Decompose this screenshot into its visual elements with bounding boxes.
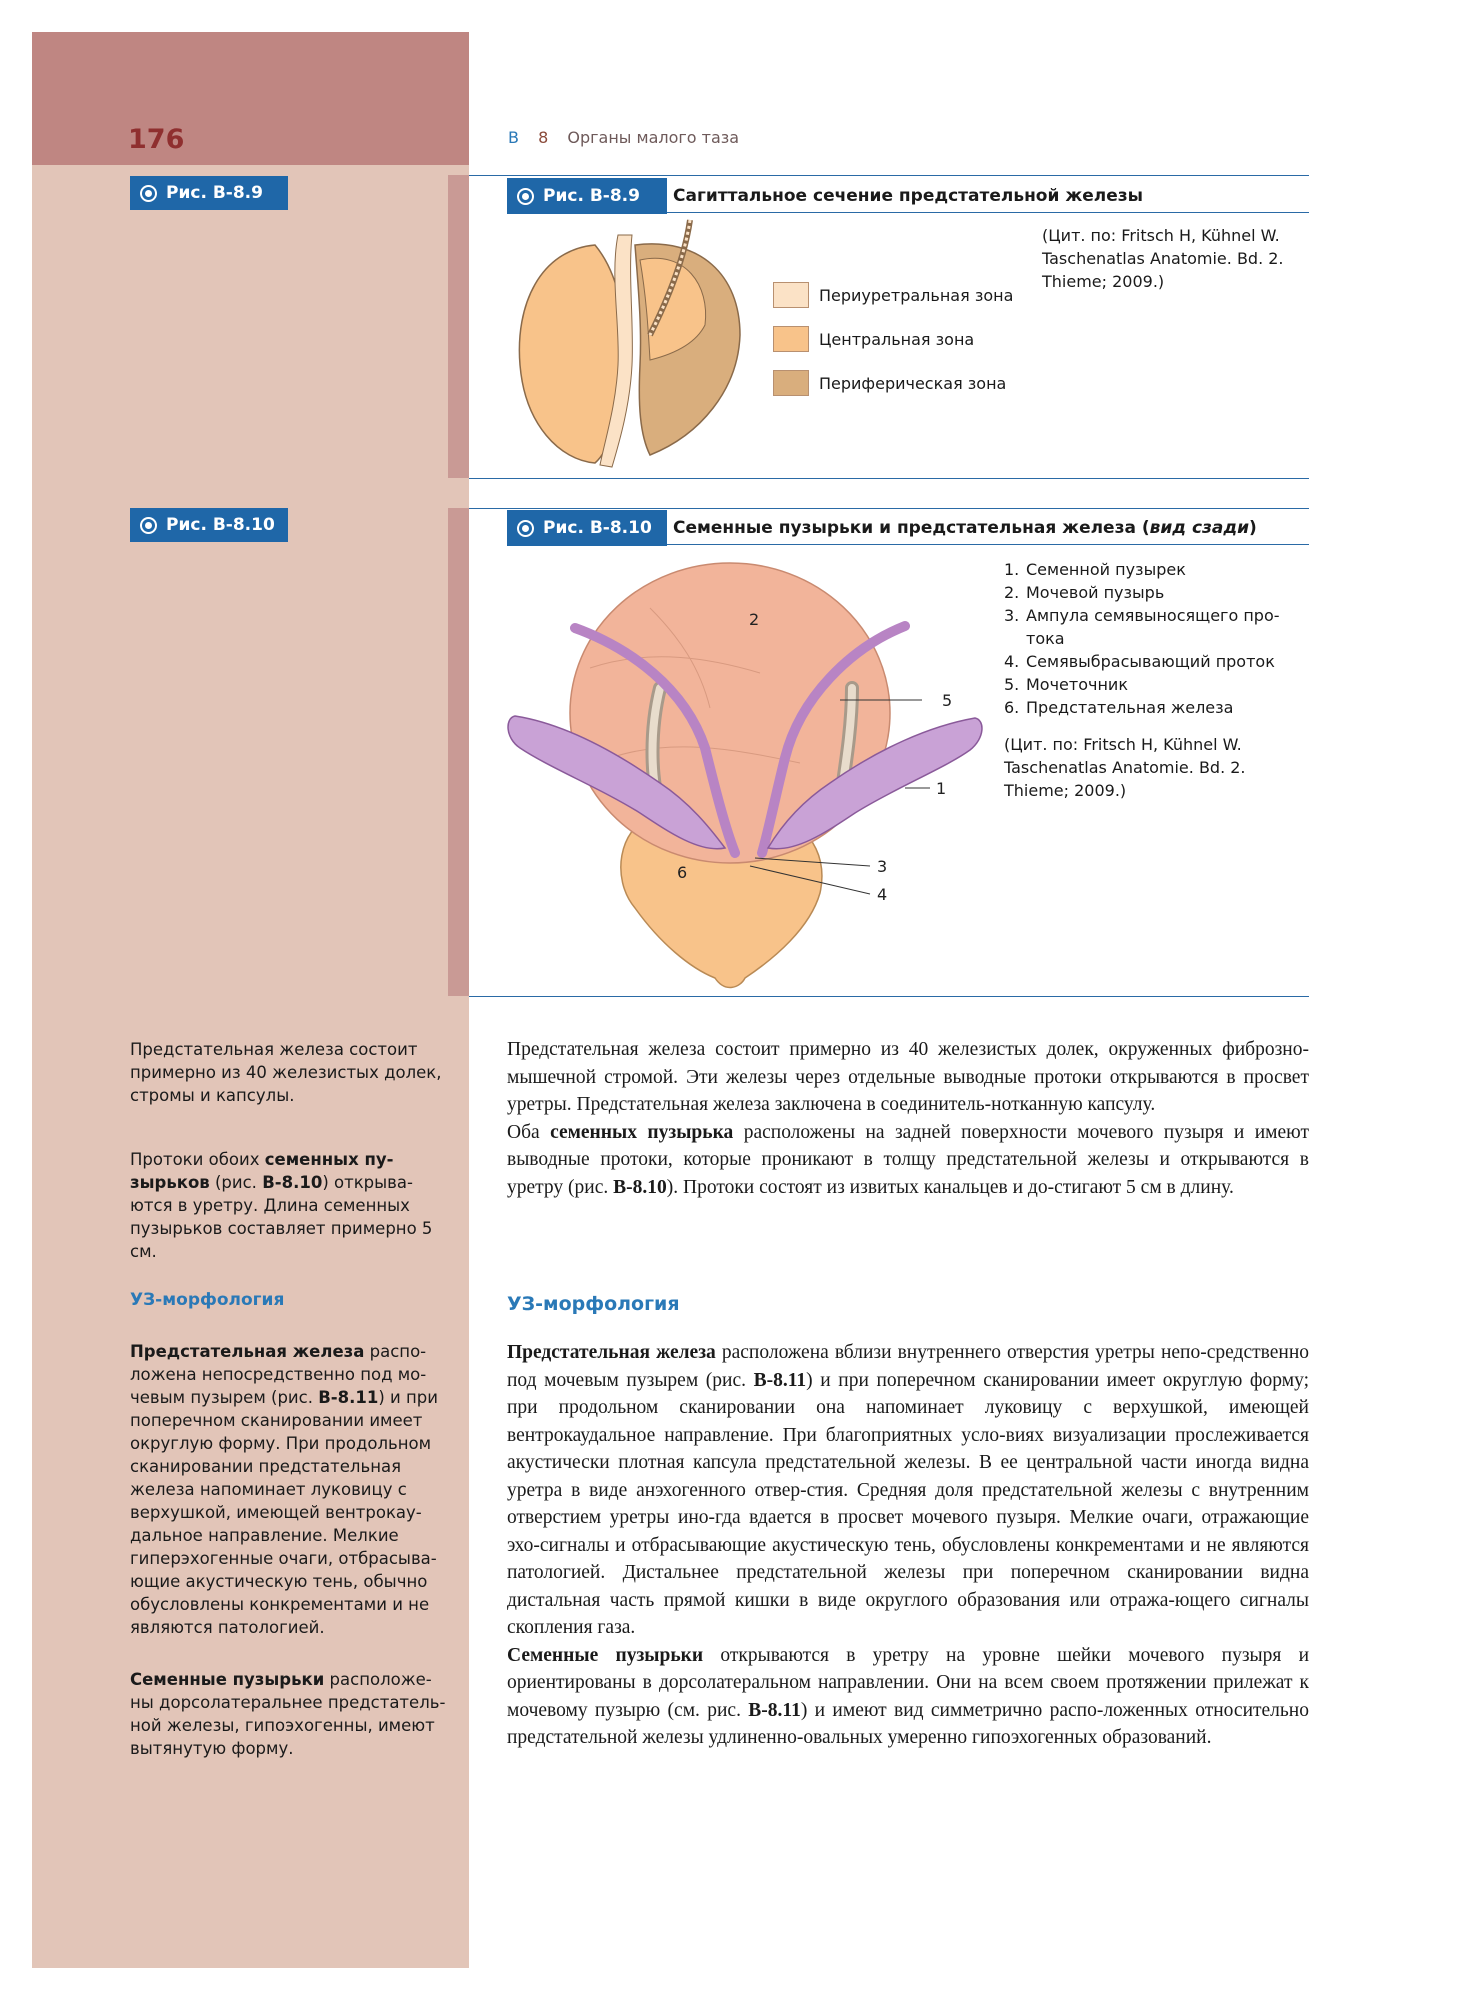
- sidebar-note-4: Семенные пузырьки расположе-ны дорсолатеральнее предстатель-ной железы, гипоэхогенны, имеют вытянутую форму.: [130, 1670, 446, 1758]
- sidebar-note-2: Протоки обоих семенных пу-зырьков (рис. B-8.10) открыва-ются в уретру. Длина семенных пузырьков составляет примерно 5 см.: [130, 1150, 433, 1261]
- figure-2-side-tag[interactable]: Рис. B-8.10: [130, 508, 288, 542]
- list-item: 4. Семявыбрасывающий проток: [1004, 652, 1275, 671]
- figure-1-caption: Сагиттальное сечение предстательной железы: [673, 186, 1143, 206]
- figure-2-key-list: [1004, 558, 1304, 719]
- seminal-vesicles-illustration: [500, 548, 990, 993]
- page-number: 176: [128, 124, 185, 155]
- figure-1-header: [507, 178, 1309, 214]
- section-letter: B: [508, 128, 519, 147]
- target-icon: [517, 188, 534, 205]
- list-item: 3. Ампула семявыносящего про-тока: [1004, 606, 1280, 648]
- figure-2-caption: Семенные пузырьки и предстательная железа (вид сзади): [673, 518, 1257, 538]
- legend-item: Периферическая зона: [773, 370, 1006, 396]
- target-icon: [140, 185, 157, 202]
- sidebar-header-band: [32, 32, 469, 165]
- list-item: 6. Предстательная железа: [1004, 698, 1234, 717]
- list-item: 1. Семенной пузырек: [1004, 560, 1186, 579]
- label-1: 1: [936, 779, 947, 798]
- legend-item: Центральная зона: [773, 326, 974, 352]
- figure-2-citation: (Цит. по: Fritsch H, Kühnel W. Taschenatlas Anatomie. Bd. 2. Thieme; 2009.): [1004, 735, 1246, 800]
- figure-1-caption-rule: [667, 212, 1309, 213]
- label-5: 5: [942, 691, 953, 710]
- target-icon: [140, 517, 157, 534]
- sidebar-note-1: Предстательная железа состоит примерно из 40 железистых долек, стромы и капсулы.: [130, 1040, 442, 1105]
- figure-1-tag[interactable]: Рис. B-8.9: [507, 178, 667, 214]
- list-item: 2. Мочевой пузырь: [1004, 583, 1165, 602]
- figure-1-bottom-rule: [469, 478, 1309, 479]
- section-heading: УЗ-морфология: [507, 1293, 680, 1315]
- label-3: 3: [877, 857, 888, 876]
- paragraph: Предстательная железа расположена вблизи внутреннего отверстия уретры непо-средственно под мочевым пузырем (рис. B-8.11) и при поперечном сканировании имеет округлую форму; при продольном сканировании она напоминает луковицу с верхушкой, имеющей вентрокаудальное направление. При благоприятных усло-виях визуализации прослеживается акустически плотная капсула предстательной железы. В ее центральной части иногда видна уретра в виде анэхогенного отвер-стия. Средняя доля предстательной железы с внутренним отверстием уретры ино-гда вдается в просвет мочевого пузыря. Мелкие очаги, отражающие эхо-сигналы и отбрасывающие акустическую тень, обусловлены конкрементами и не являются патологией. Дистальнее предстательной железы при поперечном сканировании видна дистальная часть прямой кишки в виде округлого образования или отража-ющего сигналы скопления газа.: [507, 1342, 1310, 1638]
- legend-swatch: [773, 326, 809, 352]
- paragraph: Семенные пузырьки открываются в уретру на уровне шейки мочевого пузыря и ориентированы в дорсолатеральном направлении. Они на всем своем протяжении прилежат к мочевому пузырю (см. рис. B-8.11) и имеют вид симметрично распо-ложенных относительно предстательной железы удлиненно-овальных умеренно гипоэхогенных образований.: [507, 1644, 1310, 1748]
- label-4: 4: [877, 885, 888, 904]
- figure-2-top-rule: [469, 508, 1309, 509]
- list-item: 5. Мочеточник: [1004, 675, 1128, 694]
- sidebar-note-3: Предстательная железа распо-ложена непосредственно под мо-чевым пузырем (рис. B-8.11) и при поперечном сканировании имеет округлую форму. При продольном сканировании предстательная железа напоминает луковицу с верхушкой, имеющей вентрокау-дальное направление. Мелкие гиперэхогенные очаги, отбрасыва-ющие акустическую тень, обычно обусловлены конкрементами и не являются патологией.: [130, 1342, 438, 1637]
- main-text-block-2: [507, 1339, 1309, 1752]
- legend-swatch: [773, 370, 809, 396]
- legend-swatch: [773, 282, 809, 308]
- legend-item: Периуретральная зона: [773, 282, 1013, 308]
- figure-1-citation: (Цит. по: Fritsch H, Kühnel W. Taschenatlas Anatomie. Bd. 2. Thieme; 2009.): [1042, 226, 1284, 291]
- label-6: 6: [677, 863, 688, 882]
- target-icon: [517, 520, 534, 537]
- figure-2-header: [507, 510, 1309, 546]
- paragraph: Оба семенных пузырька расположены на задней поверхности мочевого пузыря и имеют выводные протоки, которые проникают в толщу предстательной железы и открываются в уретру (рис. B-8.10). Протоки состоят из извитых канальцев и до-стигают 5 см в длину.: [507, 1121, 1310, 1198]
- figure-1-band: [448, 175, 469, 478]
- figure-2-bottom-rule: [469, 996, 1309, 997]
- chapter-title: Органы малого таза: [567, 128, 740, 147]
- label-2: 2: [749, 610, 760, 629]
- figure-2-caption-rule: [667, 544, 1309, 545]
- main-text-block-1: [507, 1036, 1309, 1201]
- figure-2-band: [448, 508, 469, 996]
- chapter-number: 8: [538, 128, 549, 147]
- paragraph: Предстательная железа состоит примерно из 40 железистых долек, окруженных фиброзно-мышечной стромой. Эти железы через отдельные выводные протоки открываются в просвет уретры. Предстательная железа заключена в соединитель-нотканную капсулу.: [507, 1039, 1309, 1115]
- sidebar-heading: УЗ-морфология: [130, 1290, 285, 1310]
- prostate-sagittal-illustration: [500, 215, 770, 477]
- running-header: [508, 128, 739, 147]
- figure-1-side-tag[interactable]: Рис. B-8.9: [130, 176, 288, 210]
- figure-1-top-rule: [469, 175, 1309, 176]
- figure-2-tag[interactable]: Рис. B-8.10: [507, 510, 667, 546]
